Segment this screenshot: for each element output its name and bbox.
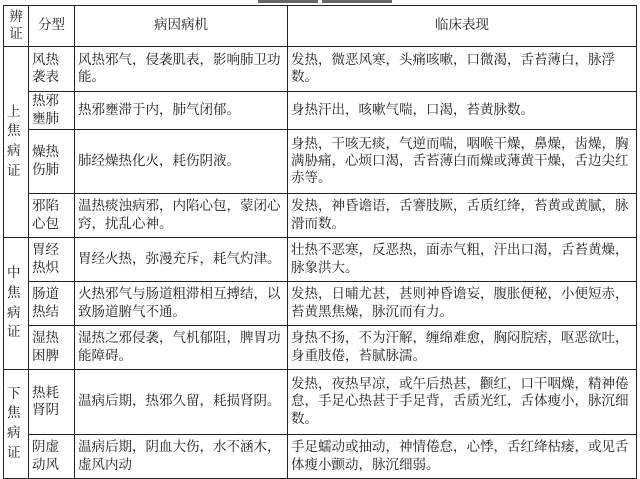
type-cell: 胃经 热炽: [29, 238, 75, 282]
table-row: [4, 435, 637, 479]
manifestation-cell: 身热，干咳无痰，气逆而喘，咽喉干燥，鼻燥，齿燥，胸满胁痛，心烦口渴，舌苔薄白而燥或薄黄干燥，舌边尖红赤等。: [288, 130, 637, 194]
pathogenesis-cell: 温热痰浊病邪，内陷心包，蒙闭心窍，扰乱心神。: [75, 194, 288, 238]
group-label-upper-jiao: 上 焦 病 证: [4, 47, 29, 238]
pathogenesis-cell: 温病后期，热邪久留，耗损肾阴。: [75, 370, 288, 435]
cropped-title-fragment: [0, 0, 640, 4]
type-cell: 热邪 壅肺: [29, 92, 75, 130]
group-label-middle-jiao: 中 焦 病 证: [4, 238, 29, 370]
pathogenesis-cell: 热邪壅滞于内，肺气闭郁。: [75, 92, 288, 130]
type-cell: 湿热 困脾: [29, 326, 75, 370]
pathogenesis-cell: 湿热之邪侵袭，气机郁阻，脾胃功能障碍。: [75, 326, 288, 370]
type-cell: 肠道 热结: [29, 282, 75, 326]
manifestation-cell: 发热，夜热早凉，或午后热甚，颧红，口干咽燥，精神倦怠，手足心热甚于手足背，舌质光红，舌体瘦小，脉沉细数。: [288, 370, 637, 435]
pathogenesis-cell: 胃经火热，弥漫充斥，耗气灼津。: [75, 238, 288, 282]
header-manifestation: 临床表现: [288, 6, 637, 47]
manifestation-cell: 发热，日晡尤甚，甚则神昏谵妄，腹胀便秘，小便短赤，苔黄黑焦燥，脉沉而有力。: [288, 282, 637, 326]
header-type: 分型: [29, 6, 75, 47]
table-row: [4, 194, 637, 238]
table-header-row: [4, 6, 637, 47]
header-category: 辨 证: [4, 6, 29, 47]
table-row: [4, 130, 637, 194]
pathogenesis-cell: 风热邪气，侵袭肌表，影响肺卫功能。: [75, 47, 288, 92]
table-row: [4, 370, 637, 435]
table-row: [4, 238, 637, 282]
manifestation-cell: 身热不扬，不为汗解，缠绵难愈，胸闷脘痞，呕恶欲吐，身重肢倦，苔腻脉濡。: [288, 326, 637, 370]
pathogenesis-cell: 火热邪气与肠道粗滞相互搏结，以致肠道腑气不通。: [75, 282, 288, 326]
manifestation-cell: 手足蠕动或抽动，神情倦怠，心悸，舌红绛枯痿，或见舌体瘦小颤动，脉沉细弱。: [288, 435, 637, 479]
group-label-lower-jiao: 下 焦 病 证: [4, 370, 29, 479]
type-cell: 邪陷 心包: [29, 194, 75, 238]
type-cell: 阴虚 动风: [29, 435, 75, 479]
type-cell: 燥热 伤肺: [29, 130, 75, 194]
manifestation-cell: 壮热不恶寒，反恶热，面赤气粗，汗出口渴，舌苔黄燥，脉象洪大。: [288, 238, 637, 282]
syndrome-differentiation-table: [3, 5, 637, 479]
header-pathogenesis: 病因病机: [75, 6, 288, 47]
manifestation-cell: 发热，微恶风寒，头痛咳嗽，口微渴，舌苔薄白，脉浮数。: [288, 47, 637, 92]
table-row: [4, 326, 637, 370]
table-row: [4, 282, 637, 326]
type-cell: 风热 袭表: [29, 47, 75, 92]
pathogenesis-cell: 肺经燥热化火，耗伤阴液。: [75, 130, 288, 194]
table-row: [4, 92, 637, 130]
type-cell: 热耗 肾阴: [29, 370, 75, 435]
pathogenesis-cell: 温病后期，阴血大伤，水不涵木，虚风内动: [75, 435, 288, 479]
table-row: [4, 47, 637, 92]
manifestation-cell: 发热，神昏谵语，舌謇肢厥，舌质红绛，苔黄或黄腻，脉滑而数。: [288, 194, 637, 238]
manifestation-cell: 身热汗出，咳嗽气喘，口渴，苔黄脉数。: [288, 92, 637, 130]
